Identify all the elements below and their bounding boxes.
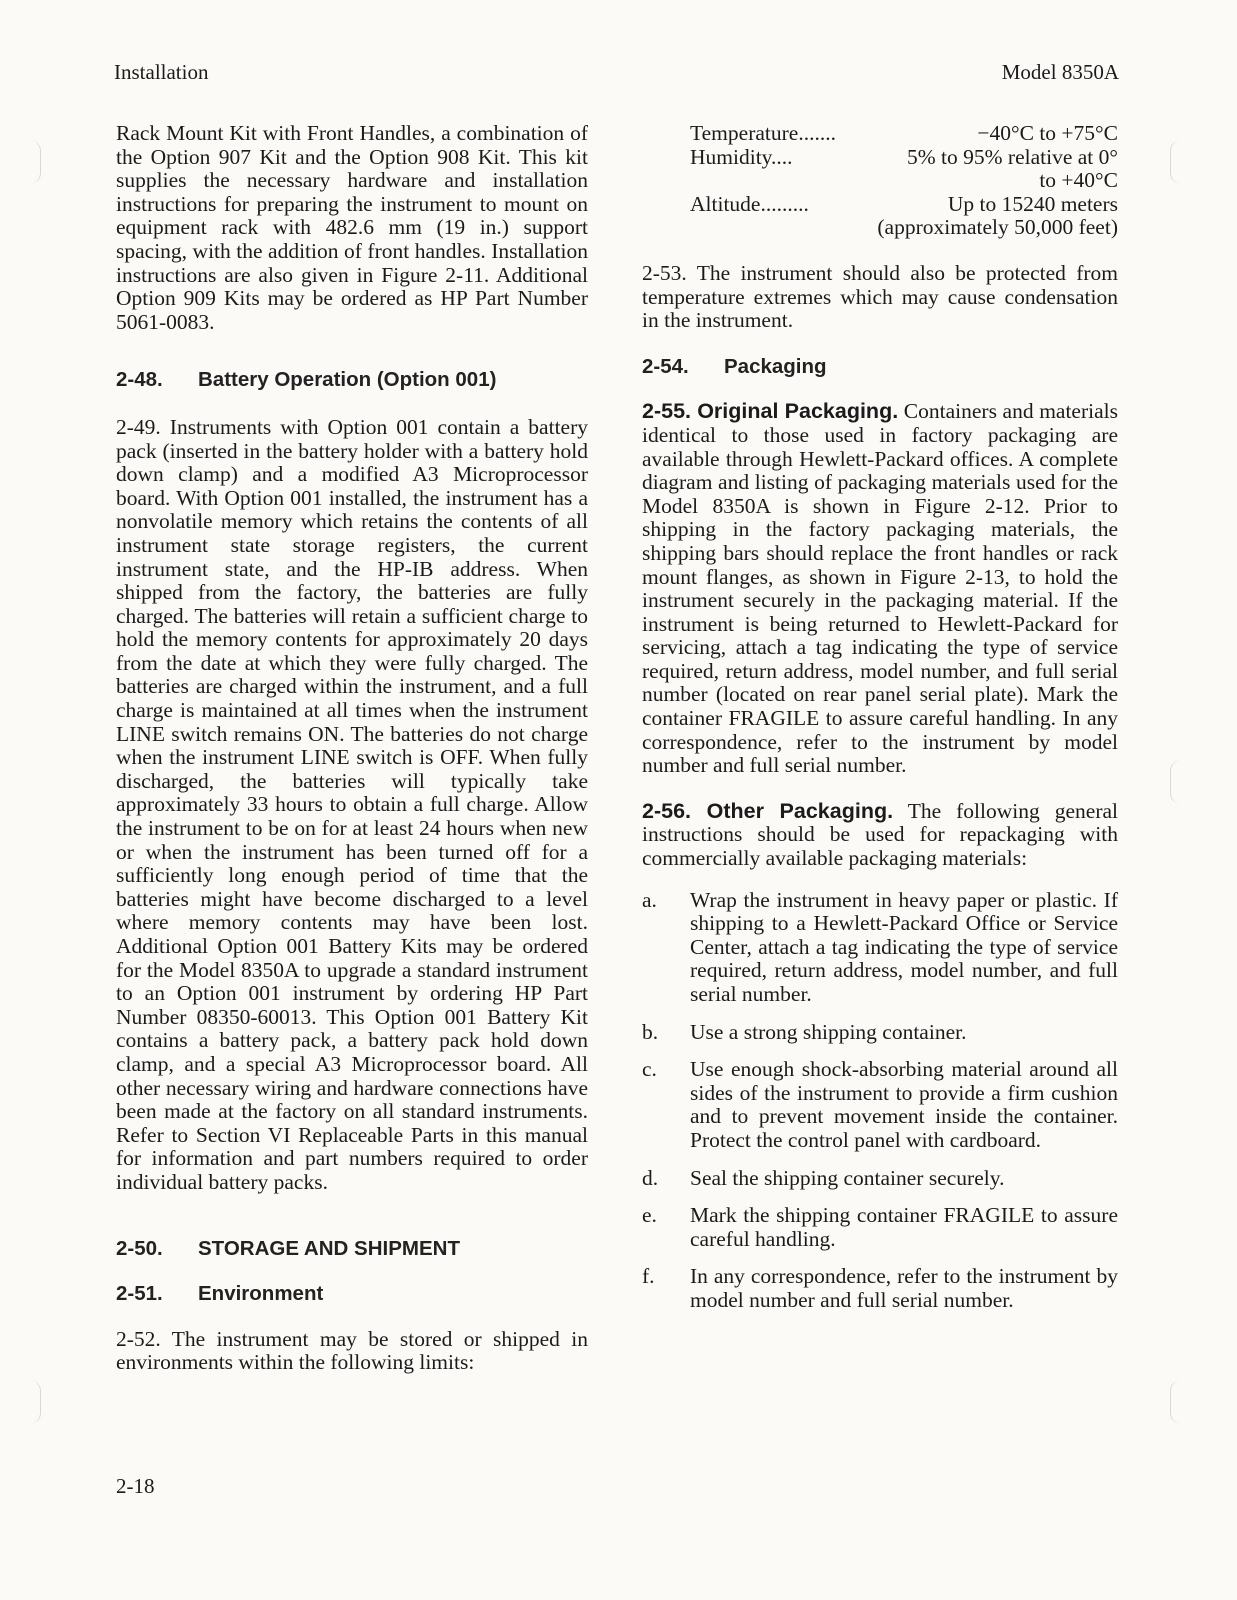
heading-title: Environment: [198, 1282, 324, 1306]
rack-mount-paragraph: Rack Mount Kit with Front Handles, a combination of the Option 907 Kit and the Option 908 Kit. This kit supplies the necessary hardware and installation instructions for preparing the instrument to mount on equipment rack with 482.6 mm (19 in.) support spacing, with the addition of front handles. Installation instructions are also given in Figure 2-11. Additional Option 909 Kits may be ordered as HP Part Number 5061-0083.: [116, 121, 588, 334]
binder-hole-mark: [30, 140, 41, 184]
other-packaging-paragraph: [642, 800, 1118, 871]
list-marker: d.: [642, 1165, 659, 1190]
humidity-value-continued: to +40°C: [1039, 168, 1118, 193]
altitude-row: [690, 193, 1118, 217]
heading-number: 2-50.: [116, 1236, 163, 1260]
heading-battery-operation: [116, 368, 588, 392]
list-item: [642, 1167, 1118, 1191]
other-packaging-text: The following general instructions should be used for repackaging with commercially available packaging materials:: [642, 798, 1119, 871]
list-item: [642, 1021, 1118, 1045]
list-text: Use a strong shipping container.: [690, 1019, 967, 1044]
list-text: Mark the shipping container FRAGILE to assure careful handling.: [690, 1203, 1118, 1251]
heading-environment: [116, 1282, 588, 1306]
list-marker: b.: [642, 1019, 659, 1044]
list-text: In any correspondence, refer to the instrument by model number and full serial number.: [690, 1264, 1118, 1312]
environment-limits: [690, 122, 1118, 240]
binder-hole-mark: [1170, 1380, 1181, 1424]
temperature-row: [690, 122, 1118, 146]
list-text: Seal the shipping container securely.: [690, 1165, 1005, 1190]
repackaging-list: [642, 889, 1118, 1313]
heading-title: Packaging: [724, 354, 827, 378]
list-text: Use enough shock-absorbing material around all sides of the instrument to provide a firm cushion and to prevent movement inside the container. Protect the control panel with cardboard.: [690, 1057, 1118, 1152]
temperature-value: −40°C to +75°C: [977, 121, 1118, 145]
environment-paragraph: 2-52. The instrument may be stored or shipped in environments within the following limits:: [116, 1326, 588, 1375]
temperature-label: Temperature.......: [690, 121, 836, 145]
list-marker: f.: [642, 1264, 655, 1289]
heading-number: 2-51.: [116, 1282, 163, 1306]
heading-title: Battery Operation (Option 001): [198, 368, 497, 392]
list-text: Wrap the instrument in heavy paper or plastic. If shipping to a Hewlett-Packard Office or Service Center, attach a tag indicating the type of service required, return address, model number, and full serial number.: [690, 887, 1118, 1006]
list-marker: a.: [642, 887, 657, 912]
temperature-extremes-paragraph: 2-53. The instrument should also be protected from temperature extremes which may cause condensation in the instrument.: [642, 260, 1118, 333]
heading-storage-shipment: [116, 1237, 588, 1261]
other-packaging-lead: 2-56. Other Packaging.: [642, 798, 894, 823]
page-number: 2-18: [116, 1474, 155, 1498]
list-item: [642, 1265, 1118, 1312]
humidity-label: Humidity....: [690, 144, 793, 169]
heading-title: STORAGE AND SHIPMENT: [198, 1236, 460, 1260]
altitude-value: Up to 15240 meters: [947, 191, 1118, 216]
heading-packaging: [642, 355, 1118, 379]
battery-paragraph: 2-49. Instruments with Option 001 contain a battery pack (inserted in the battery holder with a battery hold down clamp) and a modified A3 Microprocessor board. With Option 001 installed, the instrument has a nonvolatile memory which retains the contents of all instrument state storage registers, the current instrument state, and the HP-IB address. When shipped from the factory, the batteries are fully charged. The batteries will retain a sufficient charge to hold the memory contents for approximately 20 days from the date at which they were fully charged. The batteries are charged within the instrument, and a full charge is maintained at all times when the instrument LINE switch remains ON. The batteries do not charge when the instrument LINE switch is OFF. When fully discharged, the batteries will typically take approximately 33 hours to obtain a full charge. Allow the instrument to be on for at least 24 hours when new or when the instrument has been turned off for a sufficiently long enough period of time that the batteries might have become discharged to a level where memory contents may have been lost. Additional Option 001 Battery Kits may be ordered for the Model 8350A to upgrade a standard instrument to an Option 001 instrument by ordering HP Part Number 08350-60013. This Option 001 Battery Kit contains a battery pack, a battery pack hold down clamp, and a special A3 Microprocessor board. All other necessary wiring and hardware connections have been made at the factory on all standard instruments. Refer to Section VI Replaceable Parts in this manual for information and part numbers required to order individual battery packs.: [116, 414, 588, 1194]
binder-hole-mark: [30, 1380, 41, 1424]
original-packaging-text: Containers and materials identical to those used in factory packaging are available through Hewlett-Packard offices. A complete diagram and listing of packaging materials used for the Model 8350A is shown in Figure 2-12. Prior to shipping in the factory packaging materials, the shipping bars should replace the front handles or rack mount flanges, as shown in Figure 2-13, to hold the instrument securely in the packaging material. If the instrument is being returned to Hewlett-Packard for servicing, attach a tag indicating the type of service required, return address, model number, and full serial number (located on rear panel serial plate). Mark the container FRAGILE to assure careful handling. In any correspondence, refer to the instrument by model number and full serial number.: [642, 399, 1118, 778]
list-item: [642, 1204, 1118, 1251]
humidity-value: 5% to 95% relative at 0°: [907, 144, 1118, 169]
running-header-model: Model 8350A: [1001, 60, 1119, 84]
heading-number: 2-48.: [116, 368, 163, 392]
altitude-label: Altitude.........: [690, 191, 809, 216]
list-marker: e.: [642, 1203, 657, 1228]
left-column: [116, 122, 588, 1375]
heading-number: 2-54.: [642, 354, 689, 378]
list-item: [642, 1058, 1118, 1152]
original-packaging-lead: 2-55. Original Packaging.: [642, 399, 899, 424]
original-packaging-paragraph: [642, 400, 1118, 778]
list-marker: c.: [642, 1057, 657, 1082]
list-item: [642, 889, 1118, 1007]
running-header-section: Installation: [114, 60, 209, 84]
binder-hole-mark: [1170, 760, 1181, 804]
binder-hole-mark: [1170, 140, 1181, 184]
right-column: [642, 122, 1118, 1313]
humidity-row: [690, 146, 1118, 170]
altitude-value-continued: (approximately 50,000 feet): [877, 215, 1118, 240]
